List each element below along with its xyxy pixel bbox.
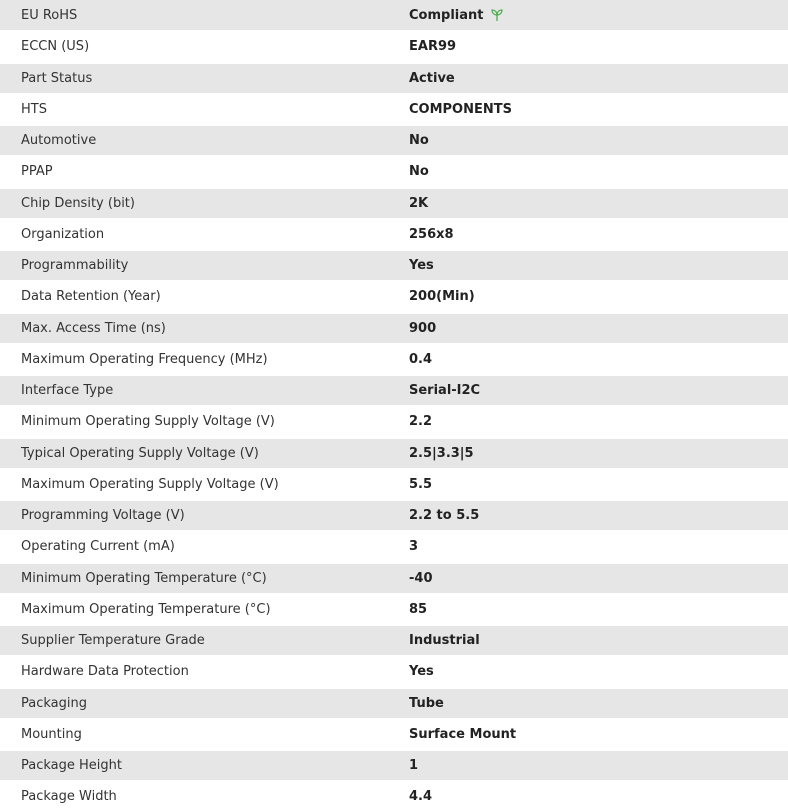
- spec-label: Typical Operating Supply Voltage (V): [0, 438, 400, 469]
- spec-label: Organization: [0, 219, 400, 250]
- spec-value: 900: [400, 313, 788, 344]
- spec-label: Chip Density (bit): [0, 188, 400, 219]
- spec-row-min-supply-voltage: [0, 406, 788, 437]
- leaf-icon: [489, 8, 505, 22]
- spec-row-operating-current: [0, 531, 788, 562]
- spec-row-min-temperature: [0, 563, 788, 594]
- spec-row-typ-supply-voltage: [0, 438, 788, 469]
- spec-row-hw-data-protection: [0, 656, 788, 687]
- spec-value: 2.2 to 5.5: [400, 500, 788, 531]
- spec-value: 0.4: [400, 344, 788, 375]
- spec-row-data-retention: [0, 281, 788, 312]
- spec-label: Data Retention (Year): [0, 281, 400, 312]
- spec-label: PPAP: [0, 156, 400, 187]
- spec-row-max-temperature: [0, 594, 788, 625]
- spec-value: Tube: [400, 688, 788, 719]
- spec-label: Automotive: [0, 125, 400, 156]
- spec-value: 2K: [400, 188, 788, 219]
- spec-label: HTS: [0, 94, 400, 125]
- spec-value: 3: [400, 531, 788, 562]
- spec-label: Packaging: [0, 688, 400, 719]
- spec-label: Supplier Temperature Grade: [0, 625, 400, 656]
- spec-label: Minimum Operating Supply Voltage (V): [0, 406, 400, 437]
- spec-value: 2.2: [400, 406, 788, 437]
- spec-label: Programmability: [0, 250, 400, 281]
- spec-value: 5.5: [400, 469, 788, 500]
- spec-row-eu-rohs: [0, 0, 788, 31]
- spec-row-package-width: [0, 781, 788, 811]
- spec-row-eccn: [0, 31, 788, 62]
- spec-label: Part Status: [0, 63, 400, 94]
- spec-label: Package Width: [0, 781, 400, 811]
- spec-row-chip-density: [0, 188, 788, 219]
- spec-row-max-supply-voltage: [0, 469, 788, 500]
- spec-label: Minimum Operating Temperature (°C): [0, 563, 400, 594]
- spec-value: 256x8: [400, 219, 788, 250]
- spec-label: Operating Current (mA): [0, 531, 400, 562]
- spec-label: Programming Voltage (V): [0, 500, 400, 531]
- spec-row-part-status: [0, 63, 788, 94]
- spec-value: COMPONENTS: [400, 94, 788, 125]
- spec-value: 85: [400, 594, 788, 625]
- spec-value: -40: [400, 563, 788, 594]
- spec-row-mounting: [0, 719, 788, 750]
- spec-value: No: [400, 156, 788, 187]
- spec-value: Compliant: [409, 7, 484, 23]
- spec-value: Active: [400, 63, 788, 94]
- spec-label: Mounting: [0, 719, 400, 750]
- spec-row-packaging: [0, 688, 788, 719]
- spec-value: Industrial: [400, 625, 788, 656]
- spec-label: Maximum Operating Temperature (°C): [0, 594, 400, 625]
- spec-value: EAR99: [400, 31, 788, 62]
- spec-row-ppap: [0, 156, 788, 187]
- spec-label: Maximum Operating Frequency (MHz): [0, 344, 400, 375]
- spec-label: Max. Access Time (ns): [0, 313, 400, 344]
- spec-row-programmability: [0, 250, 788, 281]
- spec-row-organization: [0, 219, 788, 250]
- spec-value: Serial-I2C: [400, 375, 788, 406]
- spec-label: Maximum Operating Supply Voltage (V): [0, 469, 400, 500]
- spec-row-package-height: [0, 750, 788, 781]
- spec-value: Yes: [400, 656, 788, 687]
- spec-row-hts: [0, 94, 788, 125]
- spec-value: 2.5|3.3|5: [400, 438, 788, 469]
- spec-row-programming-voltage: [0, 500, 788, 531]
- spec-value: 1: [400, 750, 788, 781]
- spec-label: Hardware Data Protection: [0, 656, 400, 687]
- spec-value: Surface Mount: [400, 719, 788, 750]
- spec-label: EU RoHS: [0, 0, 400, 31]
- spec-value: No: [400, 125, 788, 156]
- spec-label: Package Height: [0, 750, 400, 781]
- spec-row-temperature-grade: [0, 625, 788, 656]
- spec-value: 200(Min): [400, 281, 788, 312]
- spec-row-interface-type: [0, 375, 788, 406]
- spec-label: ECCN (US): [0, 31, 400, 62]
- spec-row-max-frequency: [0, 344, 788, 375]
- spec-row-max-access-time: [0, 313, 788, 344]
- spec-label: Interface Type: [0, 375, 400, 406]
- spec-row-automotive: [0, 125, 788, 156]
- spec-value: Yes: [400, 250, 788, 281]
- spec-value: 4.4: [400, 781, 788, 811]
- spec-value-cell: [400, 0, 788, 31]
